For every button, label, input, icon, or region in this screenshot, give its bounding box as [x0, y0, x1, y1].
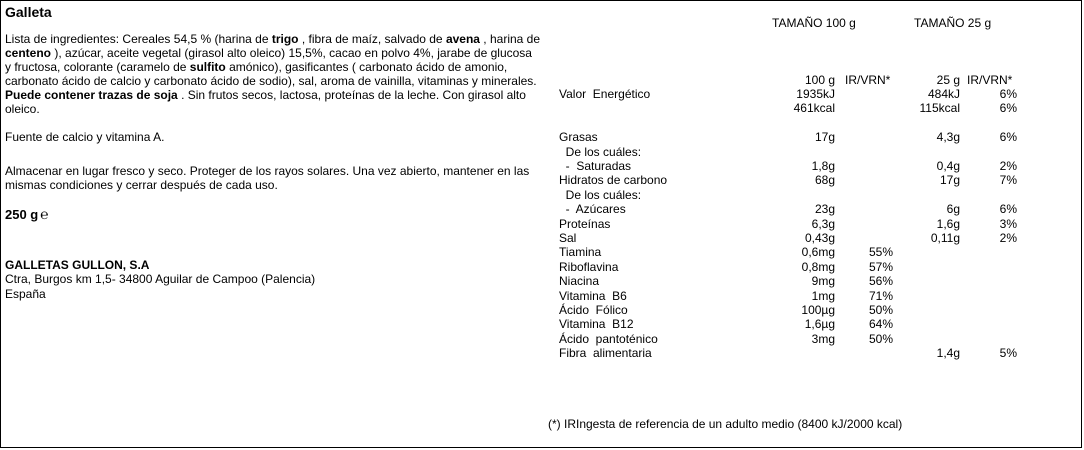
value-100g: 461kcal [793, 101, 835, 115]
irvrn-25g: 3% [999, 217, 1017, 231]
nutrient-label: Sal [559, 231, 577, 245]
irvrn-100g: 50% [868, 332, 893, 346]
size-header-100: TAMAÑO 100 g [772, 16, 856, 30]
value-100g: 100µg [801, 303, 835, 317]
value-100g: 1935kJ [796, 87, 835, 101]
net-weight-value: 250 g [5, 206, 39, 222]
col-header-irvrn-100: IR/VRN* [845, 73, 891, 87]
nutrient-label: Vitamina B12 [559, 317, 634, 331]
value-100g: 1,6µg [804, 317, 835, 331]
value-100g: 17g [814, 130, 835, 144]
product-title: Galleta [5, 4, 52, 20]
irvrn-100g: 57% [868, 260, 893, 274]
value-100g: 0,8mg [801, 260, 835, 274]
col-header-irvrn-25: IR/VRN* [967, 73, 1013, 87]
nutrient-label: Valor Energético [559, 87, 651, 101]
col-header-100g: 100 g [804, 73, 835, 87]
nutrient-label: Riboflavina [559, 260, 619, 274]
value-25g: 484kJ [927, 87, 960, 101]
nutrient-label: Vitamina B6 [559, 289, 627, 303]
nutrient-label: De los cuáles: [559, 188, 642, 202]
ingredients-text: , harina de [479, 32, 541, 46]
storage-instructions: Almacenar en lugar fresco y seco. Proteger de los rayos solares. Una vez abierto, mantener en las mismas condiciones y cerrar después de cada uso. [5, 164, 530, 192]
irvrn-25g: 5% [999, 346, 1017, 360]
irvrn-100g: 71% [868, 289, 893, 303]
irvrn-25g: 2% [999, 231, 1017, 245]
value-100g: 6,3g [811, 217, 835, 231]
value-100g: 68g [814, 173, 835, 187]
company-name: GALLETAS GULLON, S.A [5, 258, 150, 272]
value-100g: 9mg [811, 274, 835, 288]
irvrn-25g: 6% [999, 130, 1017, 144]
ingredients-list [5, 32, 540, 116]
irvrn-100g: 64% [868, 317, 893, 331]
value-100g: 0,6mg [801, 245, 835, 259]
irvrn-25g: 2% [999, 159, 1017, 173]
value-100g: 1mg [811, 289, 835, 303]
nutrient-label: Tiamina [559, 245, 602, 259]
nutrient-label: Fibra alimentaria [559, 346, 652, 360]
value-25g: 115kcal [919, 101, 960, 115]
footnote: (*) IRIngesta de referencia de un adulto medio (8400 kJ/2000 kcal) [548, 417, 903, 431]
irvrn-25g: 6% [999, 101, 1017, 115]
value-25g: 4,3g [936, 130, 960, 144]
net-weight [5, 206, 540, 222]
irvrn-25g: 6% [999, 87, 1017, 101]
value-25g: 6g [946, 202, 960, 216]
nutrient-label: Proteínas [559, 217, 611, 231]
value-100g: 23g [814, 202, 835, 216]
product-info-panel [5, 4, 540, 302]
ingredients-text: ), azúcar, aceite vegetal (girasol alto oleico) 15,5%, cacao en polvo 4%, jarabe de glucosa y fructosa, colorante (caramelo de [5, 46, 532, 74]
ingredients-text: . Sin frutos secos, lactosa, proteínas de la leche. Con girasol alto oleico. [5, 88, 526, 116]
allergen-text: sulfito [189, 60, 226, 74]
nutrient-label: Hidratos de carbono [559, 173, 668, 187]
allergen-text: centeno [5, 46, 52, 60]
value-25g: 1,4g [936, 346, 960, 360]
value-25g: 1,6g [936, 217, 960, 231]
value-100g: 1,8g [811, 159, 835, 173]
company-country: España [5, 287, 46, 301]
allergen-text: avena [445, 32, 480, 46]
irvrn-100g: 50% [868, 303, 893, 317]
ingredients-text: amónico), gasificantes ( carbonato ácido de amonio, carbonato ácido de calcio y carbonato ácido de sodio), sal, aroma de vainilla, vitaminas y minerales. [5, 60, 537, 88]
value-100g: 3mg [811, 332, 835, 346]
col-header-25g: 25 g [936, 73, 960, 87]
estimated-sign-icon: ℮ [40, 206, 49, 222]
value-25g: 0,4g [936, 159, 960, 173]
value-25g: 0,11g [930, 231, 960, 245]
nutrient-label: Ácido pantoténico [559, 332, 658, 346]
allergen-text: Puede contener trazas de soja [5, 88, 178, 102]
size-header-25: TAMAÑO 25 g [914, 16, 992, 30]
value-25g: 17g [939, 173, 960, 187]
nutrient-label: De los cuáles: [559, 145, 642, 159]
irvrn-100g: 56% [868, 274, 893, 288]
nutrient-label: Grasas [559, 130, 598, 144]
company-address: Ctra, Burgos km 1,5- 34800 Aguilar de Campoo (Palencia) [5, 272, 316, 286]
ingredients-text: , fibra de maíz, salvado de [298, 32, 446, 46]
ingredients-text: Lista de ingredientes: Cereales 54,5 % (harina de [5, 32, 272, 46]
nutrient-label: - Saturadas [559, 159, 632, 173]
nutrient-label: Niacina [559, 274, 600, 288]
allergen-text: trigo [271, 32, 299, 46]
calcium-note: Fuente de calcio y vitamina A. [5, 130, 165, 144]
irvrn-25g: 7% [999, 173, 1017, 187]
nutrient-label: Ácido Fólico [559, 303, 628, 317]
irvrn-100g: 55% [868, 245, 893, 259]
nutrient-label: - Azúcares [559, 202, 626, 216]
irvrn-25g: 6% [999, 202, 1017, 216]
value-100g: 0,43g [804, 231, 835, 245]
